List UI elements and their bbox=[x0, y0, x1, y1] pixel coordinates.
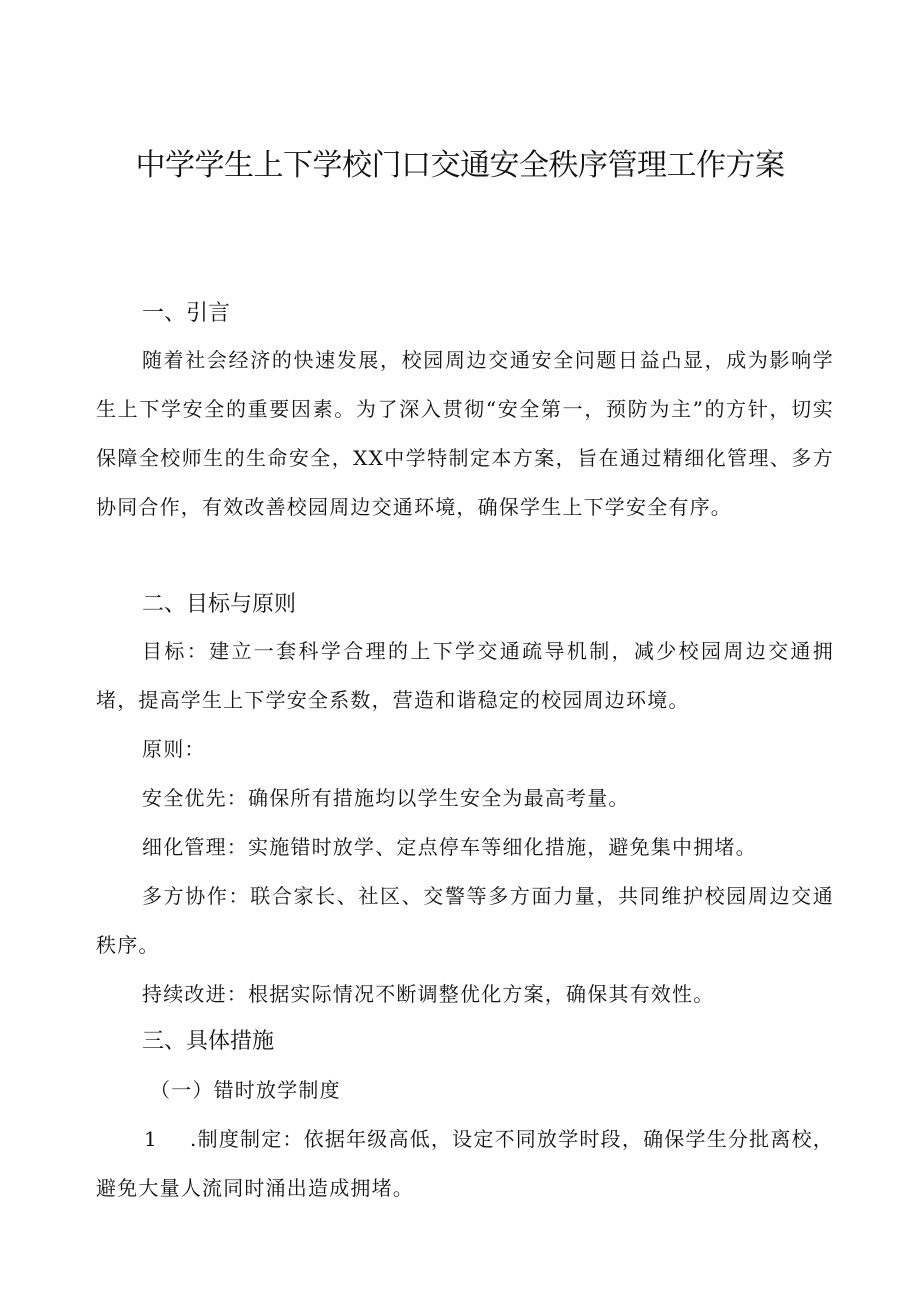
measure-item-1-text: .制度制定：依据年级高低，设定不同放学时段，确保学生分批离校，避免大量人流同时涌出造成拥堵。 bbox=[96, 1127, 834, 1200]
principle-refined: 细化管理：实施错时放学、定点停车等细化措施，避免集中拥堵。 bbox=[142, 835, 757, 859]
subsection-heading-staggered-dismissal: （一）错时放学制度 bbox=[150, 1078, 341, 1102]
document-title: 中学学生上下学校门口交通安全秩序管理工作方案 bbox=[135, 148, 785, 183]
measure-item-1-number: 1 bbox=[144, 1127, 158, 1151]
principles-label: 原则： bbox=[142, 737, 206, 761]
measure-item-1 bbox=[96, 1115, 834, 1213]
principle-cooperation: 多方协作：联合家长、社区、交警等多方面力量，共同维护校园周边交通秩序。 bbox=[96, 884, 834, 957]
section-heading-measures: 三、具体措施 bbox=[142, 1029, 275, 1054]
section-heading-intro: 一、引言 bbox=[142, 301, 231, 326]
intro-paragraph: 随着社会经济的快速发展，校园周边交通安全问题日益凸显，成为影响学生上下学安全的重要因素。为了深入贯彻“安全第一，预防为主”的方针，切实保障全校师生的生命安全，XX中学特制定本方案，旨在通过精细化管理、多方协同合作，有效改善校园周边交通环境，确保学生上下学安全有序。 bbox=[96, 348, 834, 519]
principle-improve: 持续改进：根据实际情况不断调整优化方案，确保其有效性。 bbox=[142, 982, 715, 1006]
principle-safety: 安全优先：确保所有措施均以学生安全为最高考量。 bbox=[142, 786, 630, 810]
section-heading-goals: 二、目标与原则 bbox=[142, 592, 297, 617]
goal-paragraph: 目标：建立一套科学合理的上下学交通疏导机制，减少校园周边交通拥堵，提高学生上下学安全系数，营造和谐稳定的校园周边环境。 bbox=[96, 639, 834, 712]
